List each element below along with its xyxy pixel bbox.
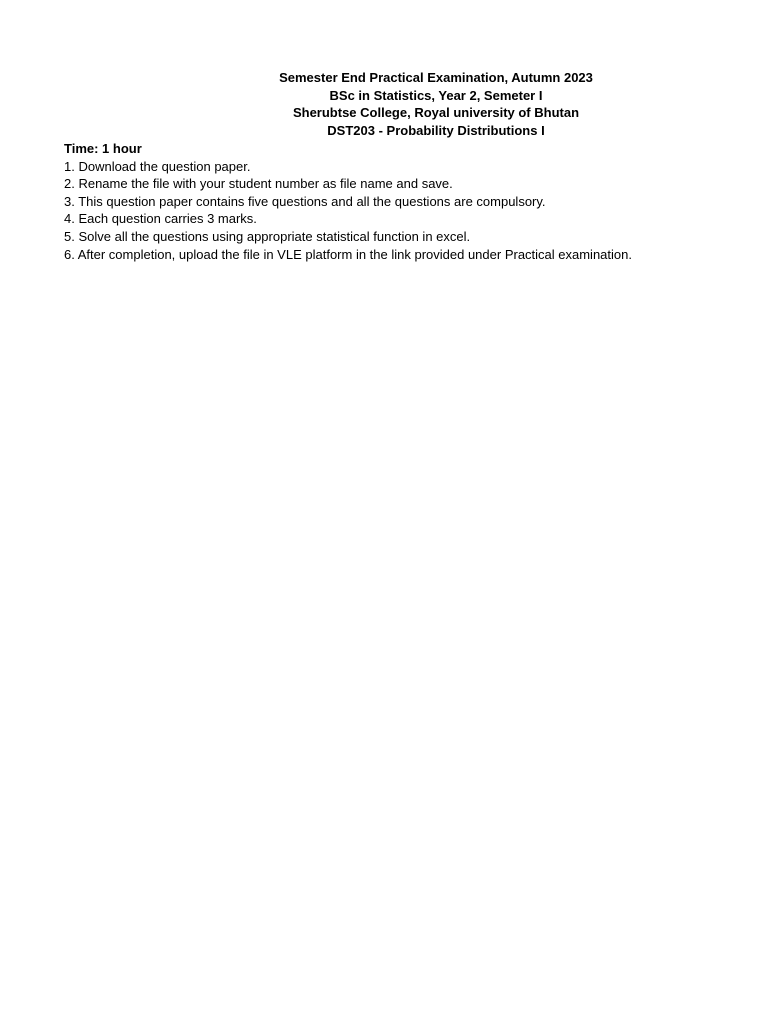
instruction-item: 2. Rename the file with your student number as file name and save. [64,176,453,192]
institution-line: Sherubtse College, Royal university of Bhutan [292,105,580,120]
exam-header [160,69,712,139]
instruction-item: 6. After completion, upload the file in VLE platform in the link provided under Practical examination. [64,246,632,262]
exam-body [64,140,754,263]
instruction-item: 1. Download the question paper. [64,158,251,174]
instruction-item: 3. This question paper contains five questions and all the questions are compulsory. [64,193,546,209]
time-allowed: Time: 1 hour [64,141,142,156]
programme-line: BSc in Statistics, Year 2, Semeter I [329,87,543,103]
exam-title: Semester End Practical Examination, Autumn 2023 [279,70,593,85]
instruction-item: 5. Solve all the questions using appropriate statistical function in excel. [64,228,471,244]
course-line: DST203 - Probability Distributions I [327,122,545,138]
instruction-item: 4. Each question carries 3 marks. [64,211,257,227]
instruction-list [64,158,754,264]
